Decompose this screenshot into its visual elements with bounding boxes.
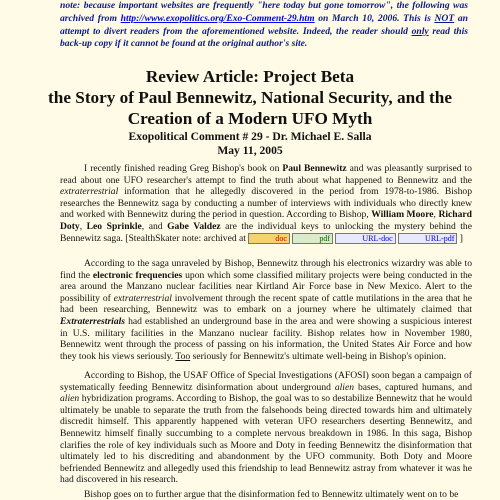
comment-byline: Exopolitical Comment # 29 - Dr. Michael E. Salla [128,130,372,143]
p4-text: Bishop goes on to further argue that the disinformation fed to Bennewitz ultimately went on to be [84,489,459,500]
paragraph-3 [60,370,472,486]
note-middle2: an attempt to divert readers from the aforementioned website. Indeed, the reader should [60,12,468,37]
note-middle: on March 10, 2006. This is [318,12,431,24]
p1-text: information that he allegedly discovered in the period from 1978-to-1986. Bishop researches the Bennewitz saga by conducting a number of interviews with individuals who directly knew and worked with Bennewitz during the period in question. According to Bishop, [60,186,473,221]
note-prefix: note: because important websites are frequently "here today but gone tomorrow", the following was archived from [60,0,468,24]
title-line-2: the Story of Paul Bennewitz, National Security, and the [48,88,452,107]
article-title [40,66,460,129]
doc-link[interactable]: doc [248,233,290,244]
p3-term-alien: alien [334,381,355,393]
note-not-word: NOT [434,12,455,24]
archive-note [60,0,468,51]
p3-text: hybridization programs. According to Bishop, the goal was to so destabilize Bennewitz that he would ultimately be unable to separate the truth from the falsehoods being directed towards him and ultimately discredit himself. This apparently happened with veteran UFO researchers deserting Bennewitz, and Bennewitz himself finally succumbing to a complete nervous breakdown in 1986. In this saga, Bishop clarifies the role of key individuals such as Moore and Doty in feeding Bennewitz the disinformation that ultimately led to his discrediting and abandonment by the UFO community. Both Doty and Moore befriended Bennewitz and allegedly used this friendship to lead Bennewitz astray from whatever it was he had discovered in his research. [60,393,472,486]
stealthskater-note: [StealthSkater note: archived at [125,232,246,244]
title-line-1: Review Article: Project Beta [145,67,355,86]
url-doc-link[interactable]: URL-doc [335,233,395,244]
pdf-link[interactable]: pdf [292,233,333,244]
p1-name-valdez: Gabe Valdez [167,220,221,232]
p2-text: involvement through the recent spate of cattle mutilations in the area that he had been researching, Bennewitz was to embark on a journey where he ultimately claimed that [60,292,472,316]
p1-name-moore: William Moore [371,209,434,221]
p2-text: seriously for Bennewitz's ultimate well-being in Bishop's opinion. [192,350,447,362]
p3-text: According to Bishop, the USAF Office of Special Investigations (AFOSI) soon began a campaign of systematically feeding Bennewitz disinformation about underground [60,370,472,393]
article-subtitle [40,130,460,158]
p2-term-extraterrestrial: extraterrestrial [113,292,172,304]
note-suffix: read this back-up copy if it cannot be found at the original author's site. [60,25,468,50]
p1-name-doty: Richard Doty [60,209,473,232]
p1-text: , and [141,220,163,232]
p2-term-frequencies: electronic frequencies [92,269,183,281]
paragraph-1: I recently finished reading Greg Bishop's book on Paul Bennewitz and was pleasantly surprised to read about one UFO researcher's attempt to find the truth about what happened to Bennewitz and the extraterrestrial information that he allegedly discovered in the period from 1978-to-1986. Bishop researches the Bennewitz saga by conducting a number of interviews with individuals who directly knew and worked with Bennewitz during the period in question. According to Bishop, William Moore, Richard Doty, Leo Sprinkle, and Gabe Valdez are the individual keys to unlocking the mystery behind the Bennewitz saga. [StealthSkater note: archived at doc pdf URL-doc URL-pdf ] [60,163,473,244]
article-date: May 11, 2005 [217,144,283,157]
paragraph-2 [60,258,472,362]
p1-name-sprinkle: Leo Sprinkle [86,220,142,232]
paragraph-4 [60,489,472,500]
archive-source-link[interactable]: http://www.exopolitics.org/Exo-Comment-29.htm [120,12,315,24]
p1-text: I recently finished reading Greg Bishop's book on [84,163,280,174]
p2-text: had established an underground base in the area and were showing a suspicious interest in U.S. military facilities in the Manzano nuclear facility. Bishop relates how in November 1980, Bennewitz went through the process of passing on his information, the United States Air Force and how they took his views seriously. [60,315,472,362]
p2-text: According to the saga unraveled by Bishop, Bennewitz through his electronics wizardry was able to find the [60,258,472,281]
p3-text: bases, captured humans, and [357,381,472,393]
p3-term-alien: alien [60,393,80,405]
note-only-word: only [411,25,429,37]
title-line-3: Creation of a Modern UFO Myth [127,109,373,128]
p1-name-bennewitz: Paul Bennewitz [282,163,347,174]
p1-term-extraterrestrial: extraterrestrial [60,186,119,198]
p2-term-extraterrestrials: Extraterrestrials [60,315,126,327]
p2-text: upon which some classified military projects were being conducted in the area around the Manzano nuclear facilities near Kirtland Air Force base in New Mexico. Alert to the possibility of [60,269,472,304]
p1-text: are the individual keys to unlocking the mystery behind the Bennewitz saga. [60,220,472,244]
url-pdf-link[interactable]: URL-pdf [398,233,457,244]
p2-emphasis-too: Too [175,350,191,362]
p1-text: and was pleasantly surprised to read about one UFO researcher's attempt to find the truth about what happened to Bennewitz and the [60,163,472,186]
